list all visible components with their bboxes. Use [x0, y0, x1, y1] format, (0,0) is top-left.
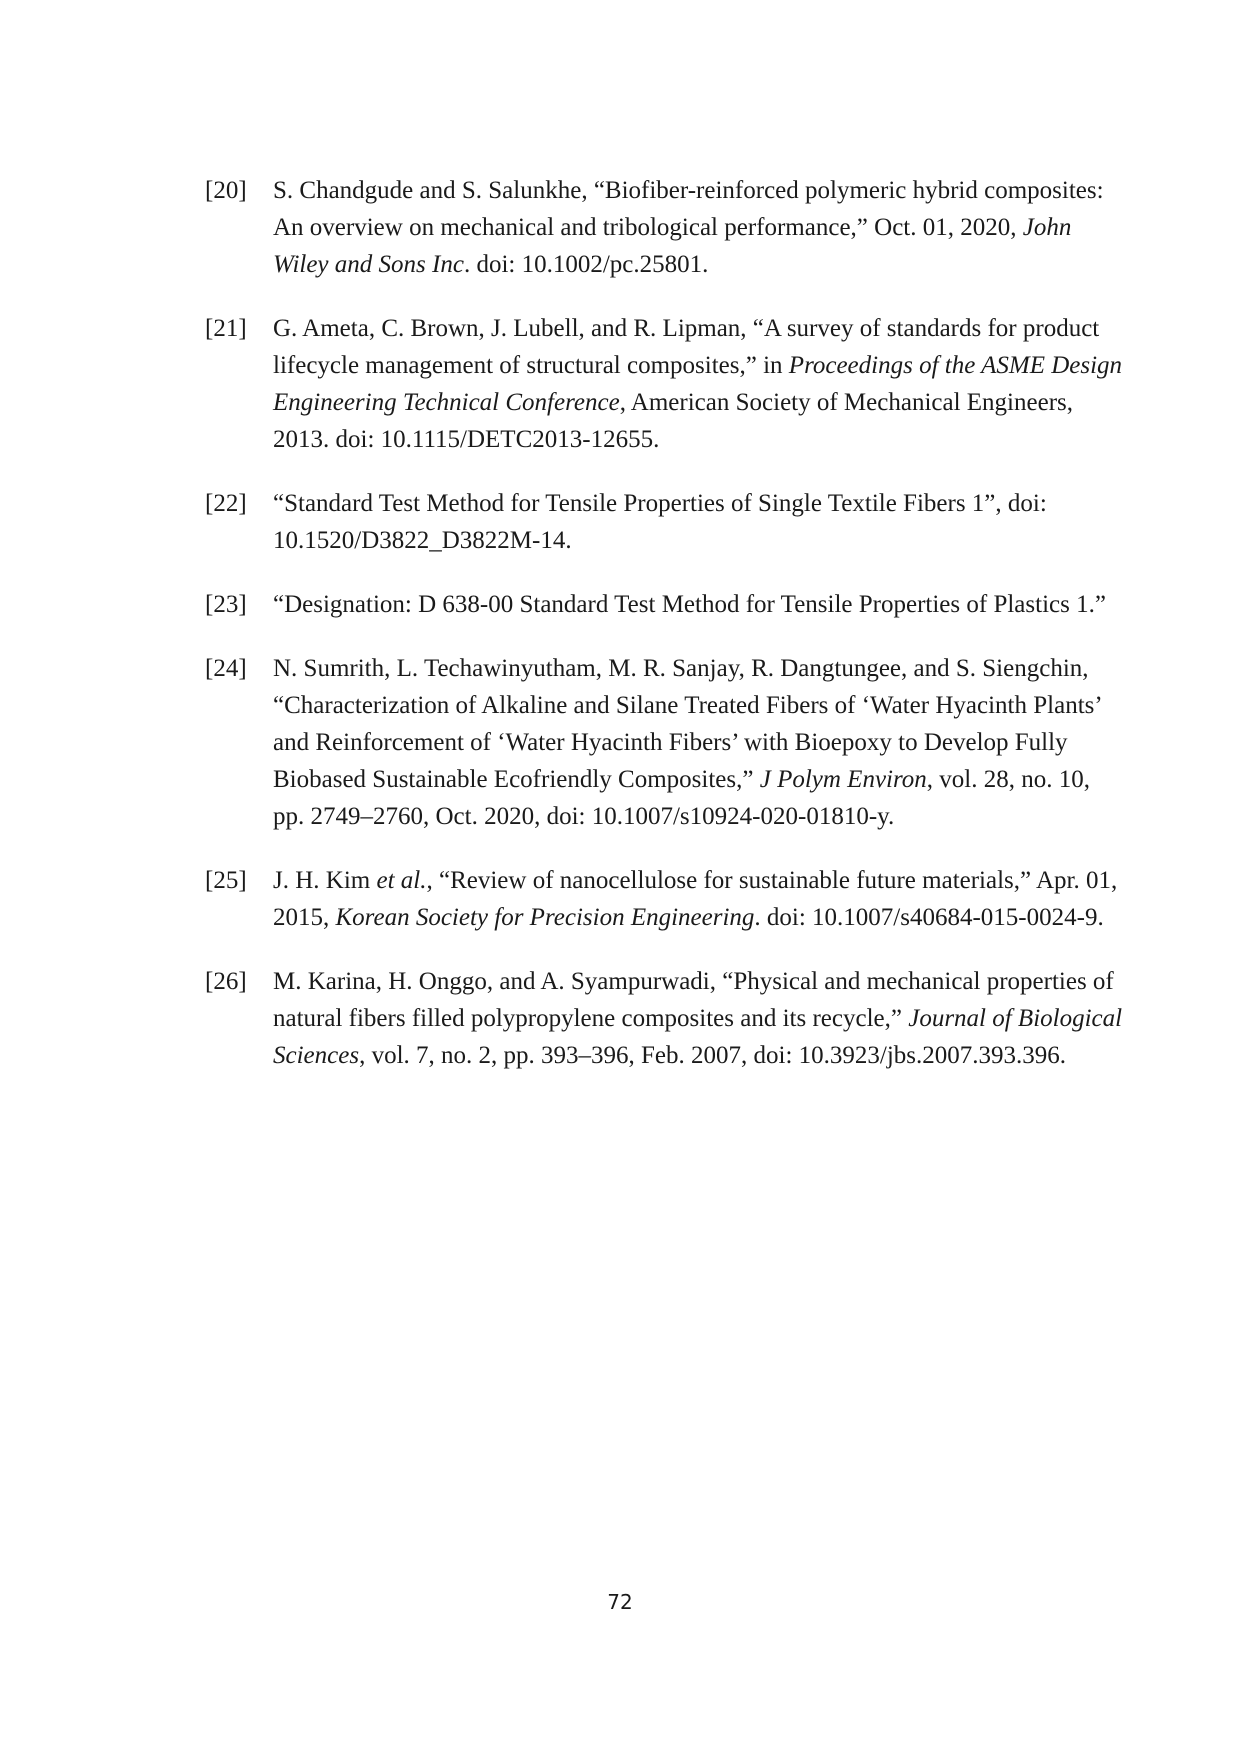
reference-text-segment: , American Society of Mechanical Engineers, 2013. doi: 10.1115/DETC2013-12655.	[273, 389, 1073, 453]
reference-text-segment-italic: Journal of Biological Sciences	[273, 1005, 1123, 1069]
reference-number: [22]	[205, 490, 247, 517]
page-number: 72	[607, 1590, 633, 1614]
reference-item	[205, 650, 1125, 835]
reference-text-segment: M. Karina, H. Onggo, and A. Syampurwadi, “Physical and mechanical properties of natural fibers filled polypropylene composites and its recycle,”	[273, 968, 1114, 1032]
reference-item	[205, 485, 1125, 559]
reference-text	[273, 650, 1125, 835]
reference-text-segment: . doi: 10.1002/pc.25801.	[463, 251, 709, 278]
reference-text-segment-italic: J Polym Environ	[759, 766, 927, 793]
reference-text-segment: , vol. 7, no. 2, pp. 393–396, Feb. 2007, doi: 10.3923/jbs.2007.393.396.	[359, 1042, 1067, 1069]
reference-item	[205, 586, 1125, 623]
reference-text	[273, 310, 1125, 458]
reference-text-segment: “Designation: D 638-00 Standard Test Method for Tensile Properties of Plastics 1.”	[273, 591, 1106, 618]
reference-text	[273, 172, 1125, 283]
reference-text	[273, 586, 1125, 623]
reference-item	[205, 862, 1125, 936]
reference-text-segment: . doi: 10.1007/s40684-015-0024-9.	[754, 904, 1104, 931]
reference-text-segment: , “Review of nanocellulose for sustainable future materials,” Apr. 01, 2015,	[273, 867, 1118, 931]
reference-item	[205, 963, 1125, 1074]
reference-number: [21]	[205, 315, 247, 342]
reference-text-segment: N. Sumrith, L. Techawinyutham, M. R. Sanjay, R. Dangtungee, and S. Siengchin, “Characterization of Alkaline and Silane Treated Fibers of ‘Water Hyacinth Plants’ and Reinforcement of ‘Water Hyacinth Fibers’ with Bioepoxy to Develop Fully Biobased Sustainable Ecofriendly Composites,”	[273, 655, 1101, 793]
reference-number: [25]	[205, 867, 247, 894]
reference-text-segment-italic: Korean Society for Precision Engineering	[335, 904, 755, 931]
reference-text-segment: G. Ameta, C. Brown, J. Lubell, and R. Lipman, “A survey of standards for product lifecycle management of structural composites,” in	[273, 315, 1100, 379]
reference-list	[205, 172, 1125, 1074]
reference-number: [24]	[205, 655, 247, 682]
reference-text-segment-italic: John Wiley and Sons Inc	[273, 214, 1072, 278]
reference-text-segment-italic: Proceedings of the ASME Design Engineering Technical Conference	[273, 352, 1123, 416]
reference-text	[273, 963, 1125, 1074]
reference-item	[205, 172, 1125, 283]
reference-text-segment: J. H. Kim	[273, 867, 377, 894]
reference-text-segment: S. Chandgude and S. Salunkhe, “Biofiber-reinforced polymeric hybrid composites: An overview on mechanical and tribological performance,” Oct. 01, 2020,	[273, 177, 1104, 241]
reference-number: [20]	[205, 177, 247, 204]
reference-text-segment-italic: et al.	[376, 867, 427, 894]
reference-item	[205, 310, 1125, 458]
reference-number: [26]	[205, 968, 247, 995]
reference-text-segment: , vol. 28, no. 10, pp. 2749–2760, Oct. 2020, doi: 10.1007/s10924-020-01810-y.	[273, 766, 1090, 830]
reference-text	[273, 862, 1125, 936]
reference-text	[273, 485, 1125, 559]
reference-text-segment: “Standard Test Method for Tensile Properties of Single Textile Fibers 1”, doi: 10.1520/D3822_D3822M-14.	[273, 490, 1047, 554]
reference-number: [23]	[205, 591, 247, 618]
